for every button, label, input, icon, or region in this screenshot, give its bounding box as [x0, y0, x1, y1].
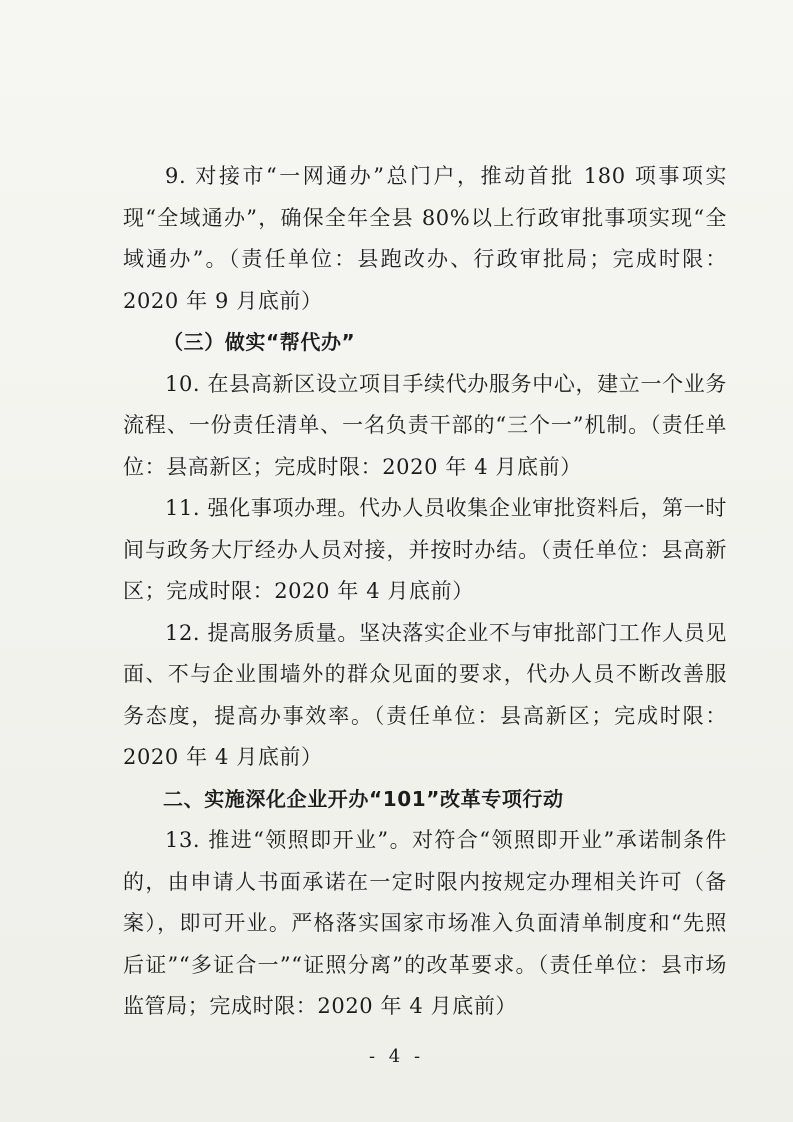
- paragraph-item-12: 12. 提高服务质量。坚决落实企业不与审批部门工作人员见面、不与企业围墙外的群众见面的要求，代办人员不断改善服务态度，提高办事效率。（责任单位：县高新区；完成时限：2020 年 4 月底前）: [123, 620, 727, 769]
- paragraph-item-11: 11. 强化事项办理。代办人员收集企业审批资料后，第一时间与政务大厅经办人员对接，并按时办结。（责任单位：县高新区；完成时限：2020 年 4 月底前）: [123, 496, 727, 603]
- page-number: - 4 -: [368, 1046, 425, 1067]
- document-body: [123, 156, 727, 1028]
- paragraph-item-13: 13. 推进“领照即开业”。对符合“领照即开业”承诺制条件的，由申请人书面承诺在一定时限内按规定办理相关许可（备案），即可开业。严格落实国家市场准入负面清单制度和“先照后证”“多证合一”“证照分离”的改革要求。（责任单位：县市场监管局；完成时限：2020 年 4 月底前）: [123, 828, 727, 1018]
- paragraph-item-10: 10. 在县高新区设立项目手续代办服务中心，建立一个业务流程、一份责任清单、一名负责干部的“三个一”机制。（责任单位：县高新区；完成时限：2020 年 4 月底前）: [123, 371, 727, 479]
- section-heading-enterprise-101: 二、实施深化企业开办“101”改革专项行动: [163, 786, 564, 811]
- paragraph-item-9: 9. 对接市“一网通办”总门户，推动首批 180 项事项实现“全域通办”，确保全年全县 80%以上行政审批事项实现“全域通办”。（责任单位：县跑改办、行政审批局；完成时限：2020 年 9 月底前）: [123, 164, 727, 313]
- section-heading-help-agency: （三）做实“帮代办”: [163, 330, 356, 354]
